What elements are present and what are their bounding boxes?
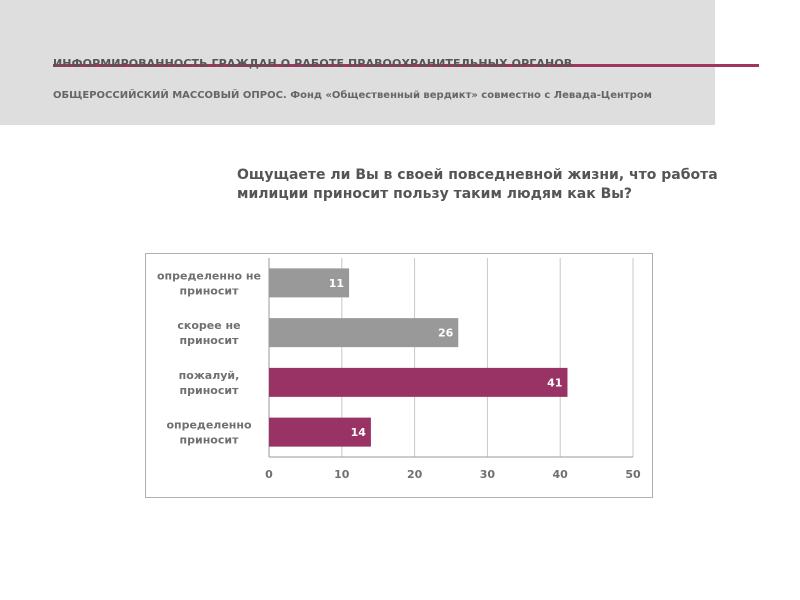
bar-value-label: 26 [437,326,454,340]
x-tick-label: 0 [265,468,273,481]
category-label: приносит [179,334,239,348]
bar-value-label: 11 [328,276,345,290]
slide-subtitle: ОБЩЕРОССИЙСКИЙ МАССОВЫЙ ОПРОС. Фонд «Общественный вердикт» совместно с Левада-Центром [53,90,652,101]
category-label: определенно не [156,269,262,283]
bar-value-label: 41 [547,376,563,390]
x-tick-label: 50 [625,468,641,481]
x-tick-label: 10 [334,468,350,481]
survey-question: Ощущаете ли Вы в своей повседневной жизни, что работа милиции приносит пользу таким людям как Вы? [237,167,718,202]
x-tick-label: 40 [552,468,568,481]
category-label: приносит [179,284,239,298]
x-tick-label: 20 [406,468,423,481]
bar-value-label: 14 [350,426,366,440]
slide-title: ИНФОРМИРОВАННОСТЬ ГРАЖДАН О РАБОТЕ ПРАВООХРАНИТЕЛЬНЫХ ОРГАНОВ [53,57,573,70]
category-label: приносит [179,383,239,397]
bar [269,318,458,347]
category-label: определенно [166,418,252,432]
x-tick-label: 30 [479,468,496,481]
bar-chart [145,253,660,498]
bar [269,368,567,397]
category-label: приносит [179,433,239,447]
category-label: скорее не [177,319,241,333]
category-label: пожалуй, [178,368,240,382]
